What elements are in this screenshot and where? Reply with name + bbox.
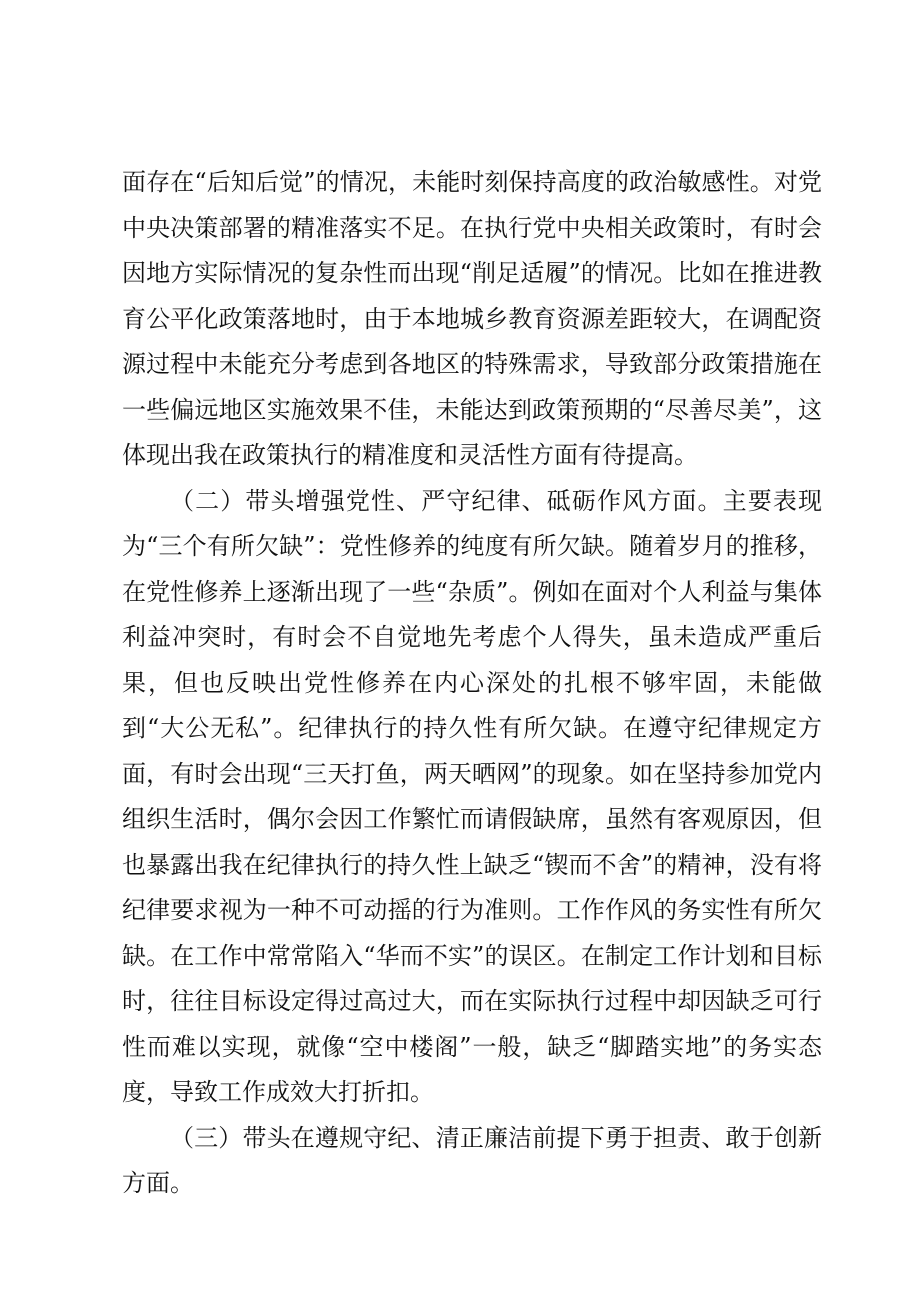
- paragraph-3-heading: （三）带头在遵规守纪、清正廉洁前提下勇于担责、敢于创新方面。: [122, 1123, 822, 1197]
- document-body: [122, 160, 822, 1207]
- paragraph-1: 面存在“后知后觉”的情况，未能时刻保持高度的政治敏感性。对党中央决策部署的精准落实不足。在执行党中央相关政策时，有时会因地方实际情况的复杂性而出现“削足适履”的情况。比如在推进教育公平化政策落地时，由于本地城乡教育资源差距较大，在调配资源过程中未能充分考虑到各地区的特殊需求，导致部分政策措施在一些偏远地区实施效果不佳，未能达到政策预期的“尽善尽美”，这体现出我在政策执行的精准度和灵活性方面有待提高。: [122, 168, 822, 469]
- paragraph-2-party-discipline: （二）带头增强党性、严守纪律、砥砺作风方面。主要表现为“三个有所欠缺”：党性修养的纯度有所欠缺。随着岁月的推移，在党性修养上逐渐出现了一些“杂质”。例如在面对个人利益与集体利益冲突时，有时会不自觉地先考虑个人得失，虽未造成严重后果，但也反映出党性修养在内心深处的扎根不够牢固，未能做到“大公无私”。纪律执行的持久性有所欠缺。在遵守纪律规定方面，有时会出现“三天打鱼，两天晒网”的现象。如在坚持参加党内组织生活时，偶尔会因工作繁忙而请假缺席，虽然有客观原因，但也暴露出我在纪律执行的持久性上缺乏“锲而不舍”的精神，没有将纪律要求视为一种不可动摇的行为准则。工作作风的务实性有所欠缺。在工作中常常陷入“华而不实”的误区。在制定工作计划和目标时，往往目标设定得过高过大，而在实际执行过程中却因缺乏可行性而难以实现，就像“空中楼阁”一般，缺乏“脚踏实地”的务实态度，导致工作成效大打折扣。: [122, 486, 822, 1106]
